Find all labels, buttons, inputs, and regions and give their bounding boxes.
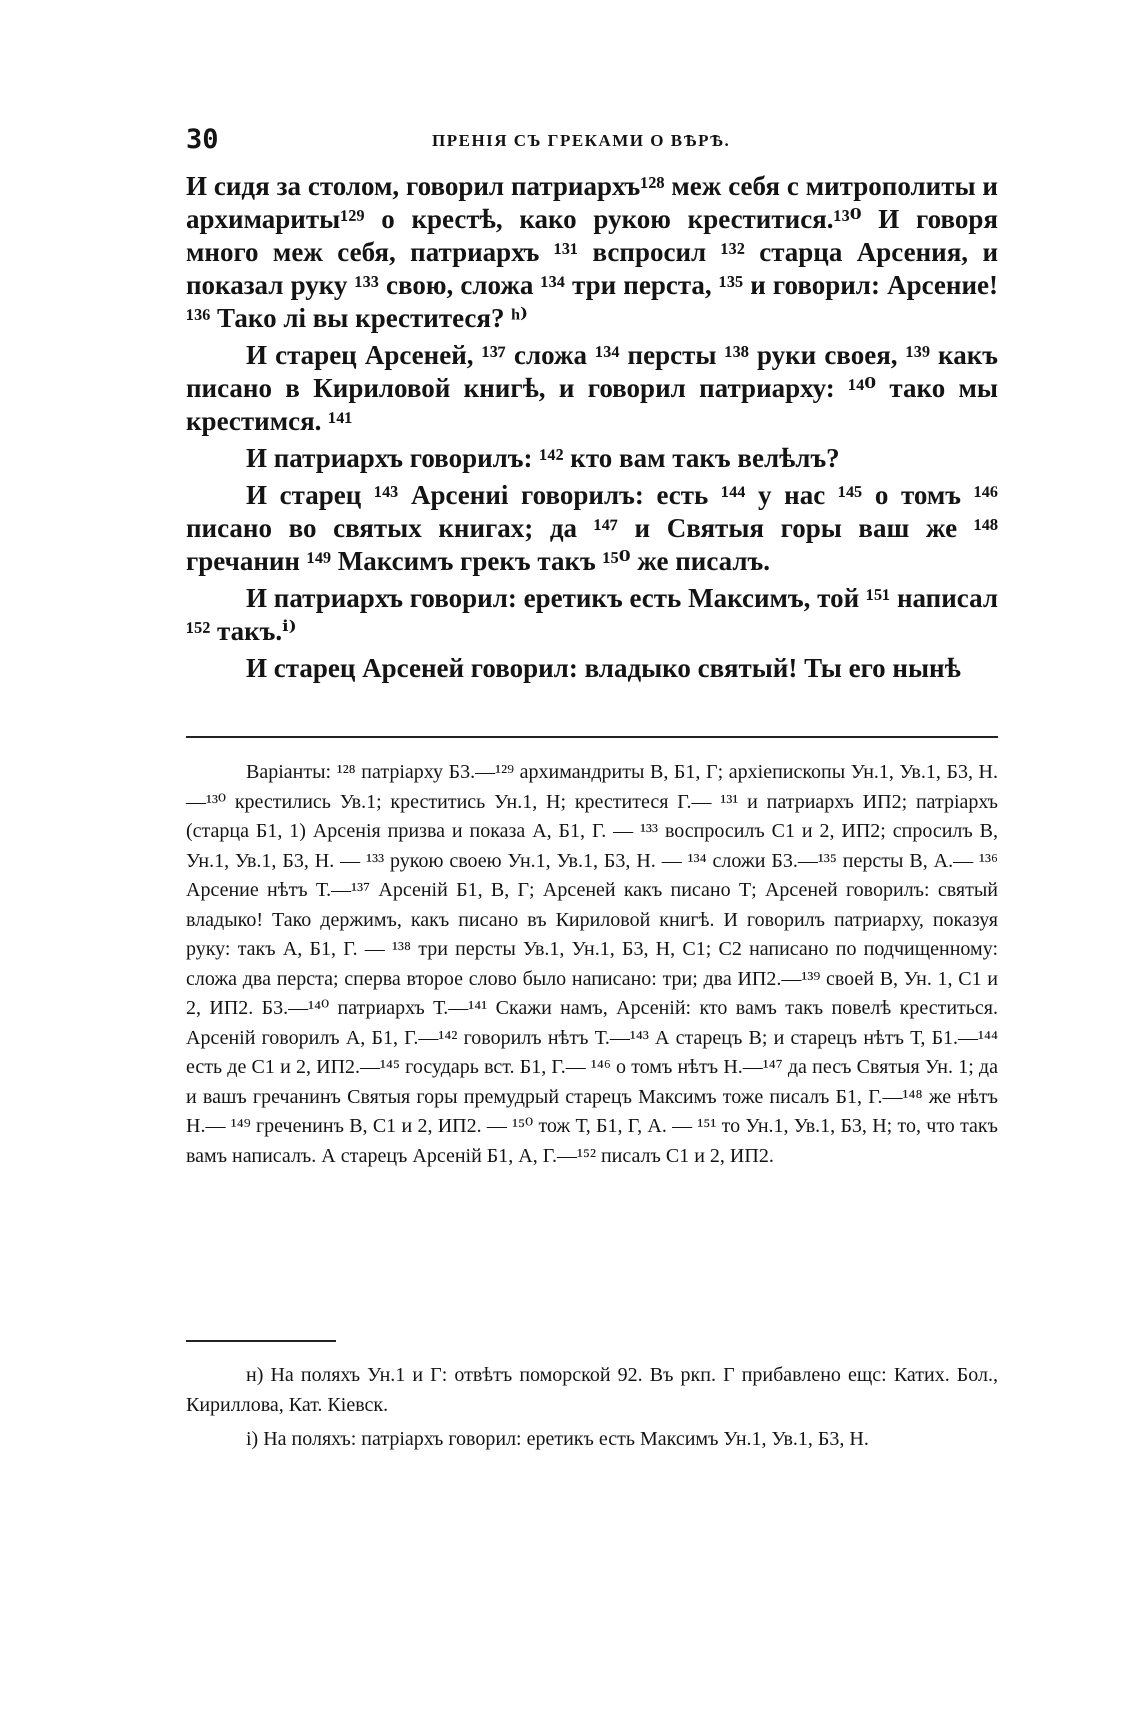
- section-divider: [186, 736, 998, 738]
- main-paragraph: И патриархъ говорил: еретикъ есть Максимъ, той ¹⁵¹ написал ¹⁵² такъ.ⁱ⁾: [186, 583, 998, 646]
- footnotes: [186, 1360, 998, 1458]
- footnote-divider: [186, 1340, 336, 1342]
- main-paragraph: И старец ¹⁴³ Арсениі говорилъ: есть ¹⁴⁴ у нас ¹⁴⁵ о томъ ¹⁴⁶ писано во святых книгах; да ¹⁴⁷ и Святыя горы ваш же ¹⁴⁸ гречанин ¹⁴⁹ Максимъ грекъ такъ ¹⁵⁰ же писалъ.: [186, 480, 998, 576]
- main-paragraph: И патриархъ говорилъ: ¹⁴² кто вам такъ велѣлъ?: [246, 443, 840, 473]
- main-paragraph: И старец Арсеней говорил: владыко святый! Ты его нынѣ: [246, 653, 961, 683]
- running-head: ПРЕНІЯ СЪ ГРЕКАМИ О ВѢРѢ.: [432, 131, 731, 150]
- variants-apparatus: [186, 758, 998, 1171]
- footnote: н) На поляхъ Ун.1 и Г: отвѣтъ поморской 92. Въ ркп. Г прибавлено ещс: Катих. Бол., Кириллова, Кат. Кіевск.: [186, 1364, 998, 1416]
- main-paragraph: И сидя за столом, говорил патриархъ¹²⁸ меж себя с митрополиты и архимариты¹²⁹ о крестѣ, како рукою креститися.¹³⁰ И говоря много меж себя, патриархъ ¹³¹ вспросил ¹³² старца Арсения, и показал руку ¹³³ свою, сложа ¹³⁴ три перста, ¹³⁵ и говорил: Арсение!¹³⁶ Тако лі вы креститеся? ʰ⁾: [186, 171, 998, 333]
- variants-text: Варіанты: ¹²⁸ патріарху Б3.—¹²⁹ архимандриты В, Б1, Г; архіепископы Ун.1, Ув.1, Б3, Н.—¹³⁰ крестились Ув.1; креститись Ун.1, Н; креститеся Г.— ¹³¹ и патриархъ ИП2; патріархъ (старца Б1, 1) Арсенія призва и показа А, Б1, Г. — ¹³³ воспросилъ С1 и 2, ИП2; спросилъ В, Ун.1, Ув.1, Б3, Н. — ¹³³ рукою своею Ун.1, Ув.1, Б3, Н. — ¹³⁴ сложи Б3.—¹³⁵ персты В, А.— ¹³⁶ Арсение нѣтъ Т.—¹³⁷ Арсеній Б1, В, Г; Арсеней какъ писано Т; Арсеней говорилъ: святый владыко! Тако держимъ, какъ писано въ Кириловой книгѣ. И говорилъ патриарху, показуя руку: такъ А, Б1, Г. — ¹³⁸ три персты Ув.1, Ун.1, Б3, Н, С1; С2 написано по подчищенному: сложа два перста; сперва второе слово было написано: три; два ИП2.—¹³⁹ своей В, Ун. 1, С1 и 2, ИП2. Б3.—¹⁴⁰ патриархъ Т.—¹⁴¹ Скажи намъ, Арсеній: кто вамъ такъ повелѣ креститься. Арсеній говорилъ А, Б1, Г.—¹⁴² говорилъ нѣтъ Т.—¹⁴³ А старецъ В; и старецъ нѣтъ Т, Б1.—¹⁴⁴ есть де С1 и 2, ИП2.—¹⁴⁵ государь вст. Б1, Г.— ¹⁴⁶ о томъ нѣтъ Н.—¹⁴⁷ да песъ Святыя Ун. 1; да и вашъ гречанинъ Святыя горы премудрый старецъ Максимъ тоже писалъ Б1, Г.—¹⁴⁸ же нѣтъ Н.— ¹⁴⁹ греченинъ В, С1 и 2, ИП2. — ¹⁵⁰ тож Т, Б1, Г, А. — ¹⁵¹ то Ун.1, Ув.1, Б3, Н; то, что такъ вамъ написалъ. А старецъ Арсеній Б1, А, Г.—¹⁵² писалъ С1 и 2, ИП2.: [186, 761, 998, 1167]
- footnote: і) На поляхъ: патріархъ говорил: еретикъ есть Максимъ Ун.1, Ув.1, Б3, Н.: [246, 1428, 869, 1450]
- main-paragraph: И старец Арсеней, ¹³⁷ сложа ¹³⁴ персты ¹³⁸ руки своея, ¹³⁹ какъ писано в Кириловой книгѣ, и говорил патриарху: ¹⁴⁰ тако мы крестимся. ¹⁴¹: [186, 340, 998, 436]
- page-number: 30: [186, 124, 219, 155]
- main-text: [186, 170, 998, 689]
